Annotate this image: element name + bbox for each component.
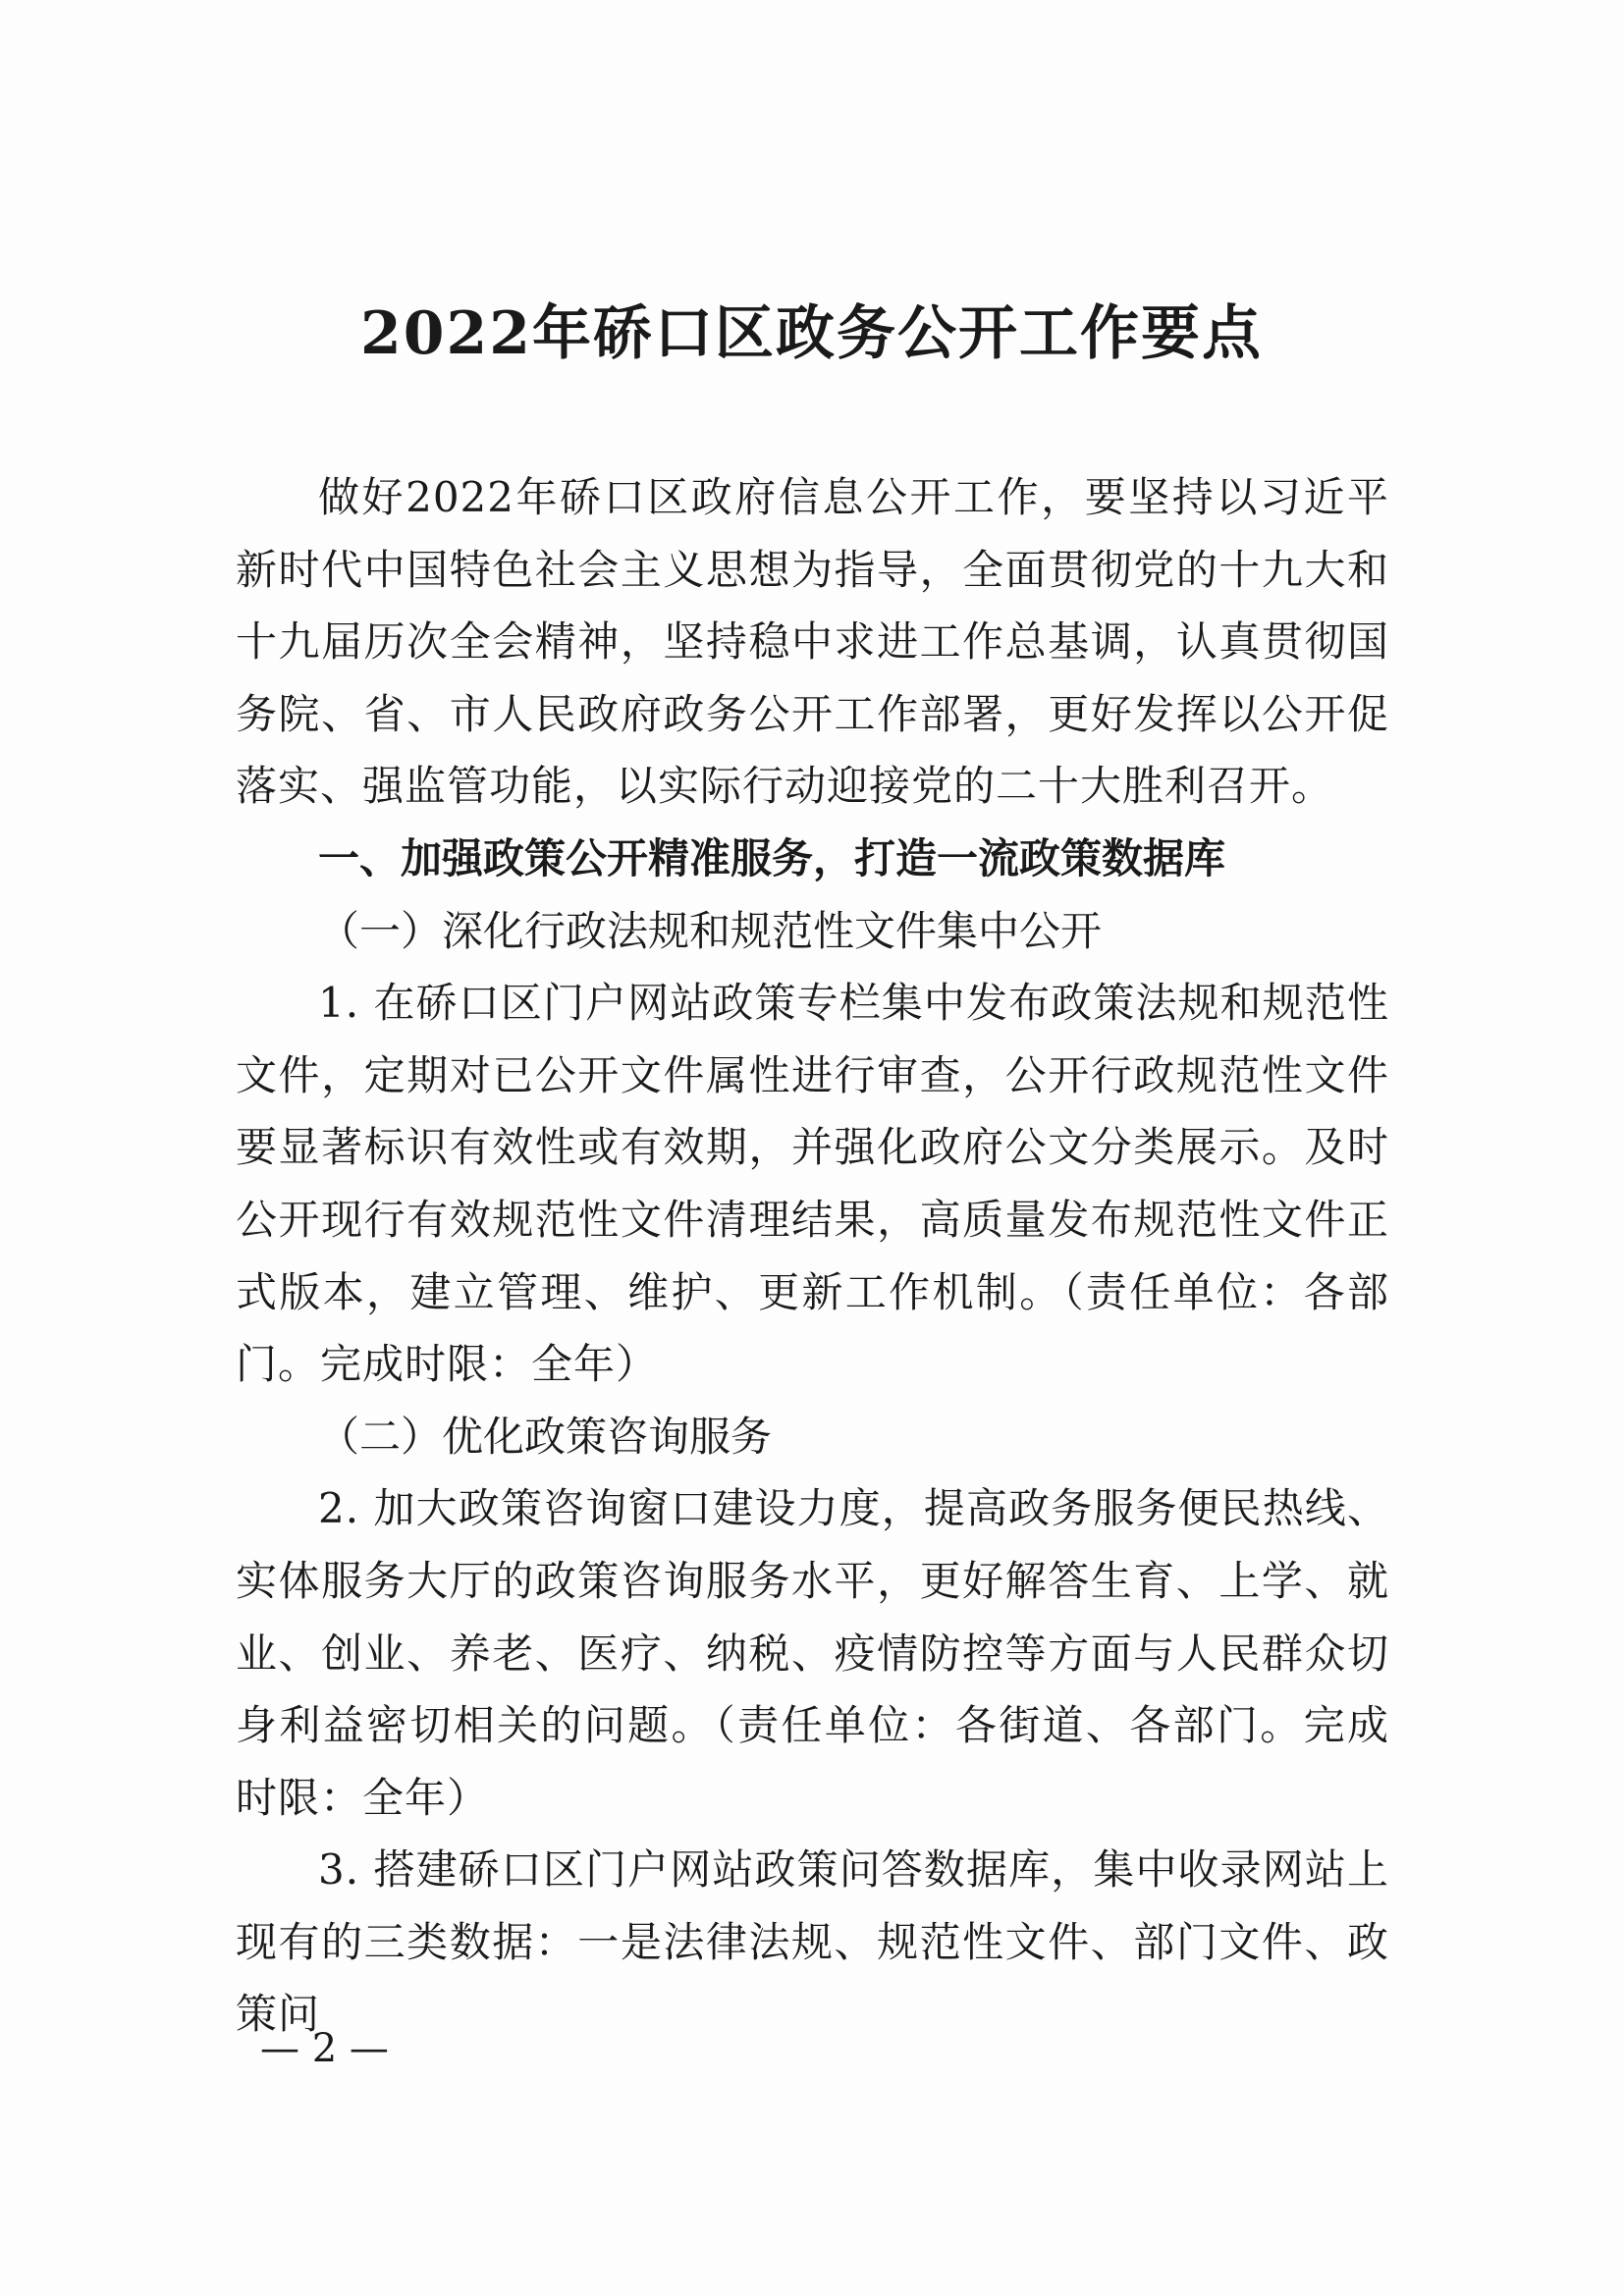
document-body (236, 461, 1389, 2051)
item-3-paragraph: 3. 搭建硚口区门户网站政策问答数据库，集中收录网站上现有的三类数据：一是法律法规、规范性文件、部门文件、政策问 (236, 1845, 1389, 2039)
section-heading-1: 一、加强政策公开精准服务，打造一流政策数据库 (318, 833, 1226, 882)
page-number: — 2 — (260, 2026, 389, 2071)
intro-paragraph: 做好2022年硚口区政府信息公开工作，要坚持以习近平新时代中国特色社会主义思想为指导，全面贯彻党的十九大和十九届历次全会精神，坚持稳中求进工作总基调，认真贯彻国务院、省、市人民政府政务公开工作部署，更好发挥以公开促落实、强监管功能，以实际行动迎接党的二十大胜利召开。 (236, 473, 1389, 811)
item-2-paragraph: 2. 加大政策咨询窗口建设力度，提高政务服务便民热线、实体服务大厅的政策咨询服务水平，更好解答生育、上学、就业、创业、养老、医疗、纳税、疫情防控等方面与人民群众切身利益密切相关的问题。（责任单位：各街道、各部门。完成时限：全年） (236, 1484, 1389, 1822)
subsection-heading-2: （二）优化政策咨询服务 (318, 1412, 773, 1461)
subsection-heading-1: （一）深化行政法规和规范性文件集中公开 (318, 906, 1103, 955)
item-1-paragraph: 1. 在硚口区门户网站政策专栏集中发布政策法规和规范性文件，定期对已公开文件属性进行审查，公开行政规范性文件要显著标识有效性或有效期，并强化政府公文分类展示。及时公开现行有效规范性文件清理结果，高质量发布规范性文件正式版本，建立管理、维护、更新工作机制。（责任单位：各部门。完成时限：全年） (236, 979, 1389, 1389)
document-title: 2022年硚口区政务公开工作要点 (360, 299, 1263, 368)
